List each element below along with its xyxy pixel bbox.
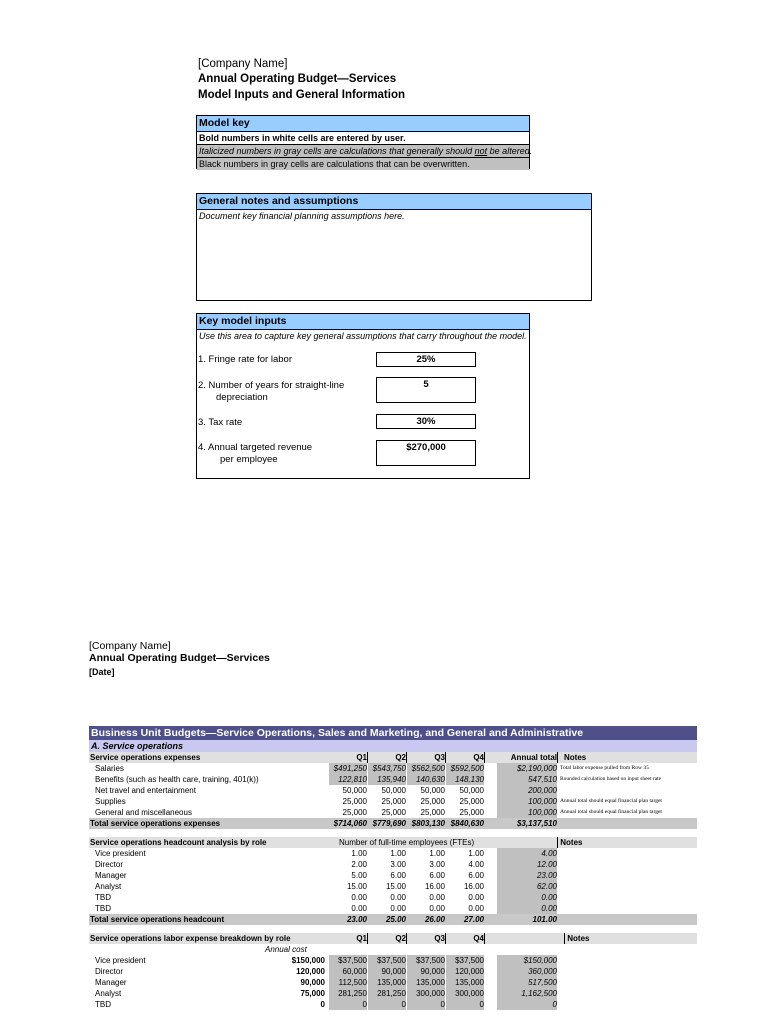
annual-cost-row	[89, 944, 697, 955]
row-label: Director	[95, 860, 124, 869]
cell[interactable]: 6.00	[390, 871, 406, 880]
input-revenue-per-employee[interactable]: $270,000	[376, 440, 476, 466]
cell: $37,500	[368, 955, 406, 966]
cell: 27.00	[463, 915, 484, 924]
table-row	[89, 881, 697, 892]
key-inputs-hint: Use this area to capture key general assumptions that carry throughout the model.	[199, 331, 527, 341]
cell: 26.00	[424, 915, 445, 924]
cell-total: 1,162,500	[497, 988, 557, 999]
cell-total: $2,190,000	[497, 763, 557, 774]
cell[interactable]: 2.00	[351, 860, 367, 869]
cell[interactable]: 0.00	[429, 893, 445, 902]
cell-total: 100,000	[497, 796, 557, 807]
total-row	[89, 818, 697, 829]
col-notes: Notes	[564, 753, 587, 762]
row-label: Benefits (such as health care, training, 401(k))	[95, 775, 259, 784]
cell: 23.00	[346, 915, 367, 924]
key-inputs-box	[196, 313, 530, 479]
row-label: General and miscellaneous	[95, 808, 192, 817]
cell-total: 4.00	[497, 848, 557, 859]
table-row	[89, 796, 697, 807]
cell: $37,500	[407, 955, 445, 966]
cell: 281,250	[329, 988, 367, 999]
cell-note: Annual total should equal financial plan target	[560, 798, 662, 804]
row-label: TBD	[95, 893, 111, 902]
table-row	[89, 859, 697, 870]
cell-total: 360,000	[497, 966, 557, 977]
headcount-header-row	[89, 837, 697, 848]
cell[interactable]: 25,000	[381, 808, 406, 817]
notes-label: Notes	[567, 934, 590, 943]
cell[interactable]: 25,000	[342, 808, 367, 817]
cell-total: 101.00	[532, 915, 557, 924]
cell[interactable]: 25,000	[342, 797, 367, 806]
col-q3: Q3	[407, 752, 446, 763]
cell: 0	[446, 999, 484, 1010]
cell: $592,500	[446, 763, 484, 774]
table-row	[89, 999, 697, 1010]
cell: 281,250	[368, 988, 406, 999]
budget-table-title: Business Unit Budgets—Service Operations, Sales and Marketing, and General and Administrative	[89, 726, 697, 740]
cell[interactable]: 50,000	[342, 786, 367, 795]
key-inputs-title: Key model inputs	[197, 314, 529, 330]
input-label-years: 2. Number of years for straight-line	[198, 380, 345, 391]
cell[interactable]: 1.00	[429, 849, 445, 858]
cell[interactable]: 25,000	[459, 797, 484, 806]
cell-total: 517,500	[497, 977, 557, 988]
cell: $840,630	[450, 819, 484, 828]
cell[interactable]: 15.00	[385, 882, 406, 891]
cell[interactable]: 6.00	[468, 871, 484, 880]
cell: $803,130	[411, 819, 445, 828]
annual-cost-label: Annual cost	[265, 945, 307, 954]
cell[interactable]: 1.00	[468, 849, 484, 858]
cell[interactable]: 25,000	[381, 797, 406, 806]
cell[interactable]: 0.00	[468, 904, 484, 913]
cell-total: $3,137,510	[516, 819, 557, 828]
row-label: Director	[95, 967, 124, 976]
cell: 0	[407, 999, 445, 1010]
input-label-years-2: depreciation	[216, 392, 268, 403]
col-q1: Q1	[329, 752, 368, 763]
cell[interactable]: 3.00	[390, 860, 406, 869]
input-depreciation-years[interactable]: 5	[376, 377, 476, 403]
table-row	[89, 774, 697, 785]
input-label-tax: 3. Tax rate	[198, 417, 243, 428]
cell[interactable]: 0.00	[390, 904, 406, 913]
table-row	[89, 763, 697, 774]
labor-head-label: Service operations labor expense breakdown by role	[90, 934, 291, 943]
total-row	[89, 914, 697, 925]
table-row	[89, 870, 697, 881]
row-label: TBD	[95, 1000, 111, 1009]
cell: 122,810	[329, 774, 367, 785]
cell: 0	[329, 999, 367, 1010]
row-label: Analyst	[95, 989, 122, 998]
cell-total: 547,510	[497, 774, 557, 785]
cell-note: Rounded calculation based on input sheet rate	[560, 776, 662, 782]
model-key-row-bold: Bold numbers in white cells are entered by user.	[197, 132, 529, 145]
row-label: Analyst	[95, 882, 122, 891]
table-row	[89, 785, 697, 796]
cell: 0	[368, 999, 406, 1010]
row-label: TBD	[95, 904, 111, 913]
model-key-box	[196, 115, 533, 169]
cell[interactable]: 0.00	[429, 904, 445, 913]
cell: $37,500	[329, 955, 367, 966]
cell: 90,000	[407, 966, 445, 977]
sheet-subtitle: Model Inputs and General Information	[198, 89, 406, 101]
general-notes-text[interactable]: Document key financial planning assumptions here.	[199, 211, 405, 221]
cell: $779,690	[372, 819, 406, 828]
col-q2: Q2	[368, 933, 407, 944]
cell: $543,750	[368, 763, 406, 774]
cell: 148,130	[446, 774, 484, 785]
cell[interactable]: 1.00	[351, 849, 367, 858]
cell: 300,000	[446, 988, 484, 999]
cell[interactable]: 3.00	[429, 860, 445, 869]
input-label-revenue: 4. Annual targeted revenue	[198, 442, 313, 453]
cell[interactable]: 0.00	[351, 904, 367, 913]
cell: $491,250	[329, 763, 367, 774]
cell[interactable]: 4.00	[468, 860, 484, 869]
input-fringe-rate[interactable]: 25%	[376, 352, 476, 367]
labor-notes	[564, 933, 589, 944]
cell[interactable]: 25,000	[459, 808, 484, 817]
section-service-operations: A. Service operations	[89, 740, 697, 752]
cell[interactable]: 25,000	[420, 797, 445, 806]
cell: $714,060	[333, 819, 367, 828]
headcount-head-label: Service operations headcount analysis by role	[90, 838, 267, 847]
table-row	[89, 807, 697, 818]
page2-title: Annual Operating Budget—Services	[89, 652, 270, 664]
cell-annual-cost[interactable]: 90,000	[300, 978, 325, 987]
row-label: Salaries	[95, 764, 124, 773]
cell: $562,500	[407, 763, 445, 774]
cell-total: 12.00	[497, 859, 557, 870]
cell[interactable]: 0.00	[468, 893, 484, 902]
table-row	[89, 903, 697, 914]
cell[interactable]: 50,000	[420, 786, 445, 795]
cell-annual-cost[interactable]: 0	[320, 1000, 325, 1009]
row-label: Total service operations expenses	[90, 819, 221, 828]
cell[interactable]: 50,000	[459, 786, 484, 795]
cell[interactable]: 1.00	[390, 849, 406, 858]
expenses-header-row	[89, 752, 697, 763]
cell[interactable]: 5.00	[351, 871, 367, 880]
cell-total: 62.00	[497, 881, 557, 892]
cell: $37,500	[446, 955, 484, 966]
cell: 112,500	[329, 977, 367, 988]
cell: 120,000	[446, 966, 484, 977]
cell-annual-cost[interactable]: $150,000	[291, 956, 325, 965]
row-label: Net travel and entertainment	[95, 786, 196, 795]
cell-total: 100,000	[497, 807, 557, 818]
cell: 60,000	[329, 966, 367, 977]
table-row	[89, 892, 697, 903]
col-q3: Q3	[407, 933, 446, 944]
cell[interactable]: 16.00	[463, 882, 484, 891]
cell: 25.00	[385, 915, 406, 924]
cell-annual-cost[interactable]: 120,000	[296, 967, 325, 976]
cell: 300,000	[407, 988, 445, 999]
cell-total: 0.00	[497, 903, 557, 914]
expenses-head-label: Service operations expenses	[90, 753, 201, 762]
model-key-row-black: Black numbers in gray cells are calculations that can be overwritten.	[197, 158, 529, 170]
table-row	[89, 988, 697, 999]
row-label: Manager	[95, 978, 127, 987]
cell-annual-cost[interactable]: 75,000	[300, 989, 325, 998]
cell[interactable]: 0.00	[390, 893, 406, 902]
headcount-subhead: Number of full-time employees (FTEs)	[339, 838, 475, 847]
cell-note: Annual total should equal financial plan target	[560, 809, 662, 815]
cell-total: 23.00	[497, 870, 557, 881]
sheet-title: Annual Operating Budget—Services	[198, 73, 397, 85]
cell[interactable]: 6.00	[429, 871, 445, 880]
general-notes-box	[196, 193, 592, 301]
row-label: Manager	[95, 871, 127, 880]
input-tax-rate[interactable]: 30%	[376, 414, 476, 429]
labor-header-row	[89, 933, 697, 944]
model-key-title: Model key	[197, 116, 529, 132]
cell: 135,940	[368, 774, 406, 785]
cell: 90,000	[368, 966, 406, 977]
row-label: Vice president	[95, 956, 146, 965]
cell-total: 0	[497, 999, 557, 1010]
col-q4: Q4	[446, 933, 485, 944]
cell[interactable]: 50,000	[381, 786, 406, 795]
col-q4: Q4	[446, 752, 485, 763]
table-row	[89, 966, 697, 977]
cell-total: 0.00	[497, 892, 557, 903]
input-label-fringe: 1. Fringe rate for labor	[198, 354, 292, 365]
general-notes-title: General notes and assumptions	[197, 194, 591, 210]
table-row	[89, 977, 697, 988]
cell[interactable]: 25,000	[420, 808, 445, 817]
budget-table	[89, 726, 697, 1010]
cell-note: Total labor expense pulled from Row 35	[560, 765, 649, 771]
col-q2: Q2	[368, 752, 407, 763]
col-annual-total: Annual total	[497, 752, 558, 763]
table-row	[89, 848, 697, 859]
cell: 135,000	[446, 977, 484, 988]
row-label: Total service operations headcount	[90, 915, 225, 924]
model-key-row-italic: Italicized numbers in gray cells are calculations that generally should not be altered.	[199, 146, 533, 156]
cell[interactable]: 16.00	[424, 882, 445, 891]
cell-total: 200,000	[497, 785, 557, 796]
cell[interactable]: 15.00	[346, 882, 367, 891]
cell: 135,000	[368, 977, 406, 988]
notes-label: Notes	[560, 838, 583, 847]
input-label-revenue-2: per employee	[220, 454, 278, 465]
page2-company-name: [Company Name]	[89, 640, 171, 652]
cell: 135,000	[407, 977, 445, 988]
row-label: Vice president	[95, 849, 146, 858]
headcount-notes	[557, 837, 582, 848]
cell-total: $150,000	[497, 955, 557, 966]
col-q1: Q1	[329, 933, 368, 944]
cell[interactable]: 0.00	[351, 893, 367, 902]
page2-date: [Date]	[89, 667, 115, 677]
table-row	[89, 955, 697, 966]
company-name: [Company Name]	[198, 58, 288, 70]
row-label: Supplies	[95, 797, 126, 806]
cell: 140,630	[407, 774, 445, 785]
